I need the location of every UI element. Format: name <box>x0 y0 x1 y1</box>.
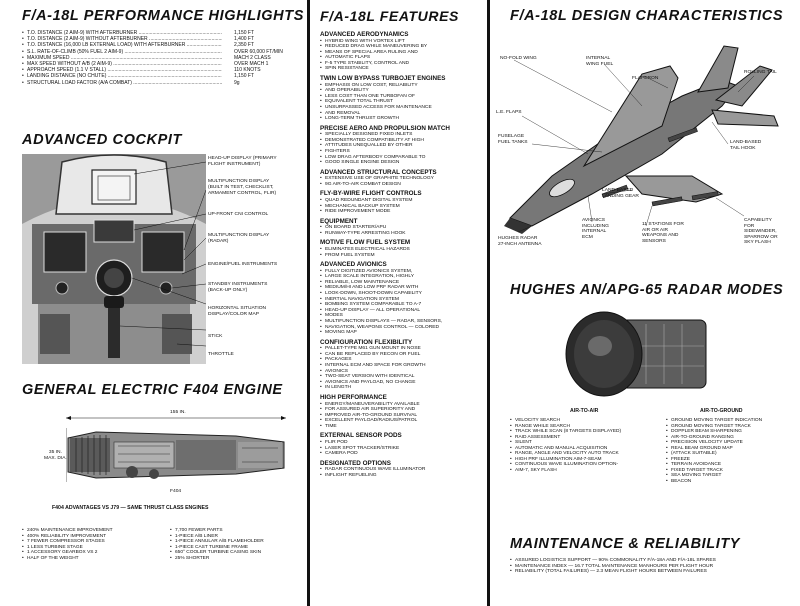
engine-advantage-item: • HALF OF THE WEIGHT <box>22 556 170 562</box>
design-callout-line: WEAPONS AND <box>642 233 679 239</box>
air-to-ground-mode: • BEACON <box>666 479 796 485</box>
feature-item: • LOW DRAG AFTERBODY COMPARABLE TO <box>320 155 483 161</box>
performance-value: OVER MACH 1 <box>234 61 269 68</box>
design-callout-line: AVIONICS <box>582 218 606 223</box>
performance-row <box>22 80 299 86</box>
performance-table <box>22 30 299 86</box>
design-callout-rolling-tail: ROLLING TAIL <box>744 70 777 75</box>
cockpit-callout: ENGINE/FUEL INSTRUMENTS <box>208 262 278 267</box>
feature-item: • EXTENSIVE USE OF GRAPHITE TECHNOLOGY <box>320 176 483 182</box>
engine-advantage-item: • 1-PIECE ANNULAR A/B FLAMEHOLDER <box>170 539 300 545</box>
feature-item: • AVIONICS AND PAYLOAD, NO CHANGE <box>320 380 483 386</box>
design-callout-radar-antenna <box>498 236 541 247</box>
radar-title: HUGHES AN/APG-65 RADAR MODES <box>510 282 784 298</box>
cockpit-title: ADVANCED COCKPIT <box>22 132 182 148</box>
right-column <box>492 0 800 606</box>
feature-item: • INERTIAL NAVIGATION SYSTEM <box>320 297 483 303</box>
design-title: F/A-18L DESIGN CHARACTERISTICS <box>510 8 784 24</box>
design-callout-line: ECM <box>582 234 593 240</box>
feature-heading: DESIGNATED OPTIONS <box>320 459 391 467</box>
feature-heading: ADVANCED AVIONICS <box>320 261 387 269</box>
design-callout-internal-wing-fuel <box>586 56 613 67</box>
cockpit-callout: (RADAR) <box>208 239 229 244</box>
feature-item: • 9G AIR-TO-AIR COMBAT DESIGN <box>320 182 483 188</box>
performance-label-text: LANDING DISTANCE (NO CHUTE) ..... <box>27 73 222 79</box>
feature-items <box>320 467 483 478</box>
design-callout-landing-gear <box>602 188 639 199</box>
performance-label-text: T.O. DISTANCE (2 AIM-9) WITH AFTERBURNER ..... <box>27 30 222 36</box>
radar-modes <box>510 418 796 484</box>
cockpit-callout: FLIGHT INSTRUMENT) <box>208 162 261 167</box>
engine-advantages-title: F404 ADVANTAGES VS J79 — SAME THRUST CLASS ENGINES <box>52 505 209 511</box>
feature-item: • LONG-TERM THRUST GROWTH <box>320 116 483 122</box>
air-to-air-mode: • VELOCITY SEARCH <box>510 418 666 424</box>
feature-item: • BOMBING SYSTEM COMPARABLE TO A-7 <box>320 302 483 308</box>
feature-item: • IMPROVED AIR-TO-GROUND SURVIVAL <box>320 413 483 419</box>
engine-advantage-item: • 1 ACCESSORY GEARBOX VS 2 <box>22 550 170 556</box>
design-callout-line: INTERNAL <box>586 56 611 61</box>
feature-item: • INFLIGHT REFUELING <box>320 473 483 479</box>
performance-label-text: STRUCTURAL LOAD FACTOR (A/A COMBAT) ..... <box>27 80 222 86</box>
engine-advantages-right <box>170 528 300 561</box>
air-to-ground-mode: • REAL BEAM GROUND MAP <box>666 446 796 452</box>
design-callout-line: AIR OR AIR <box>642 227 669 233</box>
feature-item: • ON BOARD STARTER/APU <box>320 225 483 231</box>
performance-value: 9g <box>234 79 240 86</box>
engine-advantage-item: • 25% SHORTER <box>170 556 300 562</box>
design-callout-line: SIDEWINDER, <box>744 229 777 235</box>
design-callout-tail-hook <box>730 140 761 151</box>
cockpit-callout: HEAD-UP DISPLAY (PRIMARY <box>208 156 277 161</box>
air-to-ground-mode: • FREEZE <box>666 457 796 463</box>
feature-item: • LOOK-DOWN, SHOOT-DOWN CAPABILITY <box>320 291 483 297</box>
performance-label-text: MAX SPEED WITHOUT A/B (2 AIM-9) ..... <box>27 61 222 67</box>
engine-advantage-item: • 7,700 FEWER PARTS <box>170 528 300 534</box>
cockpit-callout: STANDBY INSTRUMENTS <box>208 282 268 287</box>
feature-items <box>320 247 483 258</box>
design-callout-line: INCLUDING <box>582 223 609 229</box>
feature-heading: FLY-BY-WIRE FLIGHT CONTROLS <box>320 190 422 198</box>
cockpit-callout: ARMAMENT CONTROL, FLIR) <box>208 191 277 196</box>
engine-advantage-item: • 400% RELIABILITY IMPROVEMENT <box>22 534 170 540</box>
feature-items <box>320 269 483 336</box>
air-to-air-mode: • HIGH PRF ILLUMINATION AIM-7-SEAM <box>510 457 666 463</box>
design-callout-flaperon: FLAPERON <box>632 76 659 81</box>
performance-value: 1,150 FT <box>234 30 255 36</box>
air-to-air-mode: • RANGE WHILE SEARCH <box>510 424 666 430</box>
feature-heading: CONFIGURATION FLEXIBILITY <box>320 338 413 346</box>
feature-item: • SPIN RESISTANCE <box>320 66 483 72</box>
cockpit-callout: MULTIFUNCTION DISPLAY <box>208 179 270 184</box>
cockpit-callout: (BUILT IN TEST, CHECKLIST, <box>208 185 274 190</box>
engine-advantages <box>22 528 300 561</box>
air-to-air-mode: • RANGE, ANGLE AND VELOCITY AUTO TRACK <box>510 451 666 457</box>
engine-length-label: 155 IN. <box>170 410 186 415</box>
design-callout-line: TAIL HOOK <box>730 145 756 151</box>
cockpit-callout: (BACK-UP ONLY) <box>208 288 248 293</box>
feature-item: • MEDIUM/HI AND LOW PRF RADAR WITH <box>320 285 483 291</box>
design-callout-line: HUGHES RADAR <box>498 236 538 241</box>
engine-advantage-item: • 1-PIECE CAST TURBINE FRAME <box>170 545 300 551</box>
performance-value: 1,400 FT <box>234 36 255 43</box>
feature-item: • EXCELLENT PAYLOAD/RADIUS/PATROL <box>320 418 483 424</box>
feature-heading: ADVANCED STRUCTURAL CONCEPTS <box>320 168 437 176</box>
feature-heading: MOTIVE FLOW FUEL SYSTEM <box>320 239 411 247</box>
design-callout-line: FUEL TANKS <box>498 139 528 145</box>
feature-items <box>320 346 483 391</box>
feature-item: • FROM FUEL SYSTEM <box>320 253 483 259</box>
cockpit-callout: STICK <box>208 334 223 339</box>
feature-item: • AND REMOVAL <box>320 111 483 117</box>
feature-items <box>320 225 483 236</box>
air-to-ground-mode: • AIR-TO-GROUND RANGING <box>666 435 796 441</box>
feature-item: • MEANS OF SPECIAL AREA RULING AND <box>320 50 483 56</box>
air-to-ground-mode: • FIXED TARGET TRACK <box>666 468 796 474</box>
engine-title: GENERAL ELECTRIC F404 ENGINE <box>22 382 283 398</box>
design-callout-fuselage-fuel <box>498 134 528 145</box>
performance-value: OVER 60,000 FT/MIN <box>234 48 283 55</box>
engine-advantage-item: • 1-PIECE A/B LINER <box>170 534 300 540</box>
feature-item: • RIDE IMPROVEMENT MODE <box>320 209 483 215</box>
performance-label-text: S.L. RATE-OF-CLIMB (50% FUEL 2 AIM-9) ..... <box>27 49 222 55</box>
performance-title: F/A-18L PERFORMANCE HIGHLIGHTS <box>22 8 304 24</box>
air-to-air-heading: AIR-TO-AIR <box>570 408 599 414</box>
feature-item: • MODES <box>320 313 483 319</box>
air-to-ground-heading: AIR-TO-GROUND <box>700 408 743 414</box>
design-callout-line: LAND-BASED <box>602 188 634 193</box>
air-to-air-mode: • AUTOMATIC AND MANUAL ACQUISITION <box>510 446 666 452</box>
feature-item: • ELIMINATES ELECTRICAL HAZARDS <box>320 247 483 253</box>
feature-item: • MECHANICAL BACKUP SYSTEM <box>320 204 483 210</box>
design-callout-line: FOR <box>744 223 755 229</box>
feature-items <box>320 83 483 122</box>
performance-value: MACH 2 CLASS <box>234 54 271 61</box>
feature-item: • ATTITUDES UNEQUALLED BY OTHER <box>320 143 483 149</box>
feature-items <box>320 176 483 187</box>
design-callout-line: SENSORS <box>642 238 666 244</box>
feature-items <box>320 198 483 215</box>
features-title: F/A-18L FEATURES <box>320 8 459 24</box>
feature-item: • AND OPERABILITY <box>320 88 483 94</box>
air-to-ground-mode: • PRECISION VELOCITY UPDATE <box>666 440 796 446</box>
feature-item: • AUTOMATIC FLAPS <box>320 55 483 61</box>
performance-label-text: APPROACH SPEED (1.1 V STALL) ..... <box>27 67 222 73</box>
performance-label-text: MAXIMUM SPEED ..... <box>27 55 222 61</box>
feature-item: • CAMERA POD <box>320 451 483 457</box>
air-to-air-mode: • RAID ASSESSMENT <box>510 435 666 441</box>
feature-items <box>320 39 483 73</box>
air-to-ground-mode: • GROUND MOVING TARGET TRACK <box>666 424 796 430</box>
feature-item: • GOOD SINGLE ENGINE DESIGN <box>320 160 483 166</box>
feature-item: • PACKAGES <box>320 357 483 363</box>
design-callout-le-flaps: L.E. FLAPS <box>496 110 522 115</box>
feature-item: • IN LENGTH <box>320 385 483 391</box>
engine-illustration <box>66 424 286 486</box>
air-to-ground-mode: • (ATTACK SUITABLE) <box>666 451 796 457</box>
engine-advantages-left <box>22 528 170 561</box>
air-to-air-list <box>510 418 666 484</box>
air-to-ground-mode: • TERRAIN AVOIDANCE <box>666 462 796 468</box>
feature-item: • MULTIFUNCTION DISPLAYS — RADAR, SENSORS, <box>320 319 483 325</box>
feature-item: • FULLY DIGITIZED AVIONICS SYSTEM, <box>320 269 483 275</box>
left-column <box>0 0 305 606</box>
feature-items <box>320 132 483 166</box>
feature-item: • FOR ASSURED AIR SUPERIORITY AND <box>320 407 483 413</box>
feature-item: • INTERNAL ECM AND SPACE FOR GROWTH <box>320 363 483 369</box>
maintenance-item: • ASSURED LOGISTICS SUPPORT — 90% COMMONALITY F/A-18A AND F/A-18L SPARES <box>510 558 795 564</box>
design-callout-no-fold-wing: NO-FOLD WING <box>500 56 537 61</box>
feature-heading: HIGH PERFORMANCE <box>320 394 387 401</box>
feature-item: • TWO-SEAT VERSION WITH IDENTICAL <box>320 374 483 380</box>
engine-caption: F404 <box>170 489 182 494</box>
cockpit-callout: UP-FRONT CNI CONTROL <box>208 212 269 217</box>
feature-item: • SPECIALLY DESIGNED FIXED INLETS <box>320 132 483 138</box>
design-callout-line: WING FUEL <box>586 61 614 67</box>
feature-item: • MOVING MAP <box>320 330 483 336</box>
feature-item: • LARGE SCALE INTEGRATION, HIGHLY <box>320 274 483 280</box>
radar-illustration <box>560 306 710 401</box>
engine-length-dimension <box>66 415 286 421</box>
features-list <box>320 31 483 478</box>
air-to-ground-mode: • DOPPLER BEAM SHARPENING <box>666 429 796 435</box>
feature-item: • UNSURPASSED ACCESS FOR MAINTENANCE <box>320 105 483 111</box>
design-callout-line: LAND-BASED <box>730 140 762 145</box>
feature-item: • RUNWAY-TYPE ARRESTING HOOK <box>320 231 483 237</box>
air-to-ground-list <box>666 418 796 484</box>
maintenance-item: • MAINTENANCE INDEX — 16.7 TOTAL MAINTENANCE MANHOURS PER FLIGHT HOUR <box>510 564 795 570</box>
feature-item: • NAVIGATION, WEAPONS CONTROL — COLORED <box>320 325 483 331</box>
feature-item: • EQUIVALENT TOTAL THRUST <box>320 99 483 105</box>
design-callout-line: 27-INCH ANTENNA <box>498 241 542 247</box>
air-to-air-mode: • SILENT <box>510 440 666 446</box>
performance-label <box>22 80 222 86</box>
feature-item: • FIGHTERS <box>320 149 483 155</box>
feature-item: • FLIR POD <box>320 440 483 446</box>
engine-advantage-item: • 650° COOLER TURBINE CASING SKIN <box>170 550 300 556</box>
feature-item: • TIME <box>320 424 483 430</box>
feature-heading: ADVANCED AERODYNAMICS <box>320 31 409 38</box>
performance-label-text: T.O. DISTANCE (2 AIM-9) WITHOUT AFTERBURNER ..... <box>27 36 222 42</box>
feature-heading: TWIN LOW BYPASS TURBOJET ENGINES <box>320 75 446 83</box>
air-to-ground-mode: • SEA MOVING TARGET <box>666 473 796 479</box>
feature-heading: PRECISE AERO AND PROPULSION MATCH <box>320 124 450 132</box>
air-to-ground-mode: • GROUND MOVING TARGET INDICATION <box>666 418 796 424</box>
feature-item: • HEAD-UP DISPLAY — ALL OPERATIONAL <box>320 308 483 314</box>
maintenance-title: MAINTENANCE & RELIABILITY <box>510 536 741 552</box>
cockpit-callout: MULTIFUNCTION DISPLAY <box>208 233 270 238</box>
design-callout-line: INTERNAL <box>582 229 607 235</box>
design-callout-line: SKY FLASH <box>744 240 771 246</box>
air-to-air-mode: • CONTINUOUS WAVE ILLUMINATION OPTION- <box>510 462 666 468</box>
feature-item: • CAN BE REPLACED BY RECON OR FUEL <box>320 352 483 358</box>
middle-column <box>307 0 490 606</box>
feature-item: • QUAD REDUNDANT DIGITAL SYSTEM <box>320 198 483 204</box>
performance-label-text: T.O. DISTANCE (16,000 LB EXTERNAL LOAD) WITH AFTERBURNER ..... <box>27 42 222 48</box>
performance-value: 2,350 FT <box>234 42 255 49</box>
engine-advantage-item: • 1 LESS TURBINE STAGE <box>22 545 170 551</box>
feature-item: • AVIONICS <box>320 369 483 375</box>
air-to-air-mode: • AIM-7, SKY FLASH <box>510 468 666 474</box>
feature-heading: EXTERNAL SENSOR PODS <box>320 432 402 440</box>
feature-item: • LASER SPOT TRACKER/STRIKE <box>320 446 483 452</box>
feature-item: • PALLET-TYPE M61 GUN MOUNT IN NOSE <box>320 346 483 352</box>
design-callout-line: CAPABILITY <box>744 218 772 223</box>
performance-value: 110 KNOTS <box>234 67 261 74</box>
cockpit-callout: HORIZONTAL SITUATION <box>208 306 267 311</box>
engine-advantage-item: • 7 FEWER COMPRESSOR STAGES <box>22 539 170 545</box>
design-callout-line: FUSELAGE <box>498 134 525 139</box>
maintenance-item: • RELIABILITY (TOTAL FAILURES) — 2.3 MEAN FLIGHT HOURS BETWEEN FAILURES <box>510 569 795 575</box>
engine-advantage-item: • 240% MAINTENANCE IMPROVEMENT <box>22 528 170 534</box>
feature-item: • LESS COST THAN ONE TURBOFAN OF <box>320 94 483 100</box>
feature-items <box>320 440 483 457</box>
feature-heading: EQUIPMENT <box>320 217 358 225</box>
design-callout-line: 11 STATIONS FOR <box>642 222 684 227</box>
cockpit-callout: DISPLAY/COLOR MAP <box>208 312 260 317</box>
design-callout-line: LANDING GEAR <box>602 193 639 199</box>
design-callout-stations <box>642 222 684 244</box>
feature-item: • F-5 TYPE STABILITY, CONTROL AND <box>320 61 483 67</box>
engine-diameter-label: 35 IN. MAX. DIA. <box>44 450 67 461</box>
cockpit-illustration <box>22 154 206 364</box>
cockpit-callout: THROTTLE <box>208 352 234 357</box>
design-callout-avionics <box>582 218 609 240</box>
maintenance-list <box>510 558 795 575</box>
feature-item: • RELIABLE, LOW MAINTENANCE <box>320 280 483 286</box>
design-callout-line: SPARROW OR <box>744 234 778 240</box>
feature-item: • DEMONSTRATED COMPATIBILITY AT HIGH <box>320 138 483 144</box>
feature-item: • EMPHASIS ON LOW COST, RELIABILITY <box>320 83 483 89</box>
feature-item: • REDUCED DRAG WHILE MANEUVERING BY <box>320 44 483 50</box>
design-callout-capability <box>744 218 778 246</box>
feature-item: • ENERGY/MANEUVERABILITY AVAILABLE <box>320 402 483 408</box>
performance-value: 1,150 FT <box>234 73 255 80</box>
feature-items <box>320 402 483 430</box>
air-to-air-mode: • TRACK WHILE SCAN (8 TARGETS DISPLAYED) <box>510 429 666 435</box>
feature-item: • RADAR CONTINUOUS WAVE ILLUMINATOR <box>320 467 483 473</box>
feature-item: • HYBRID WING WITH VORTEX LIFT <box>320 39 483 45</box>
